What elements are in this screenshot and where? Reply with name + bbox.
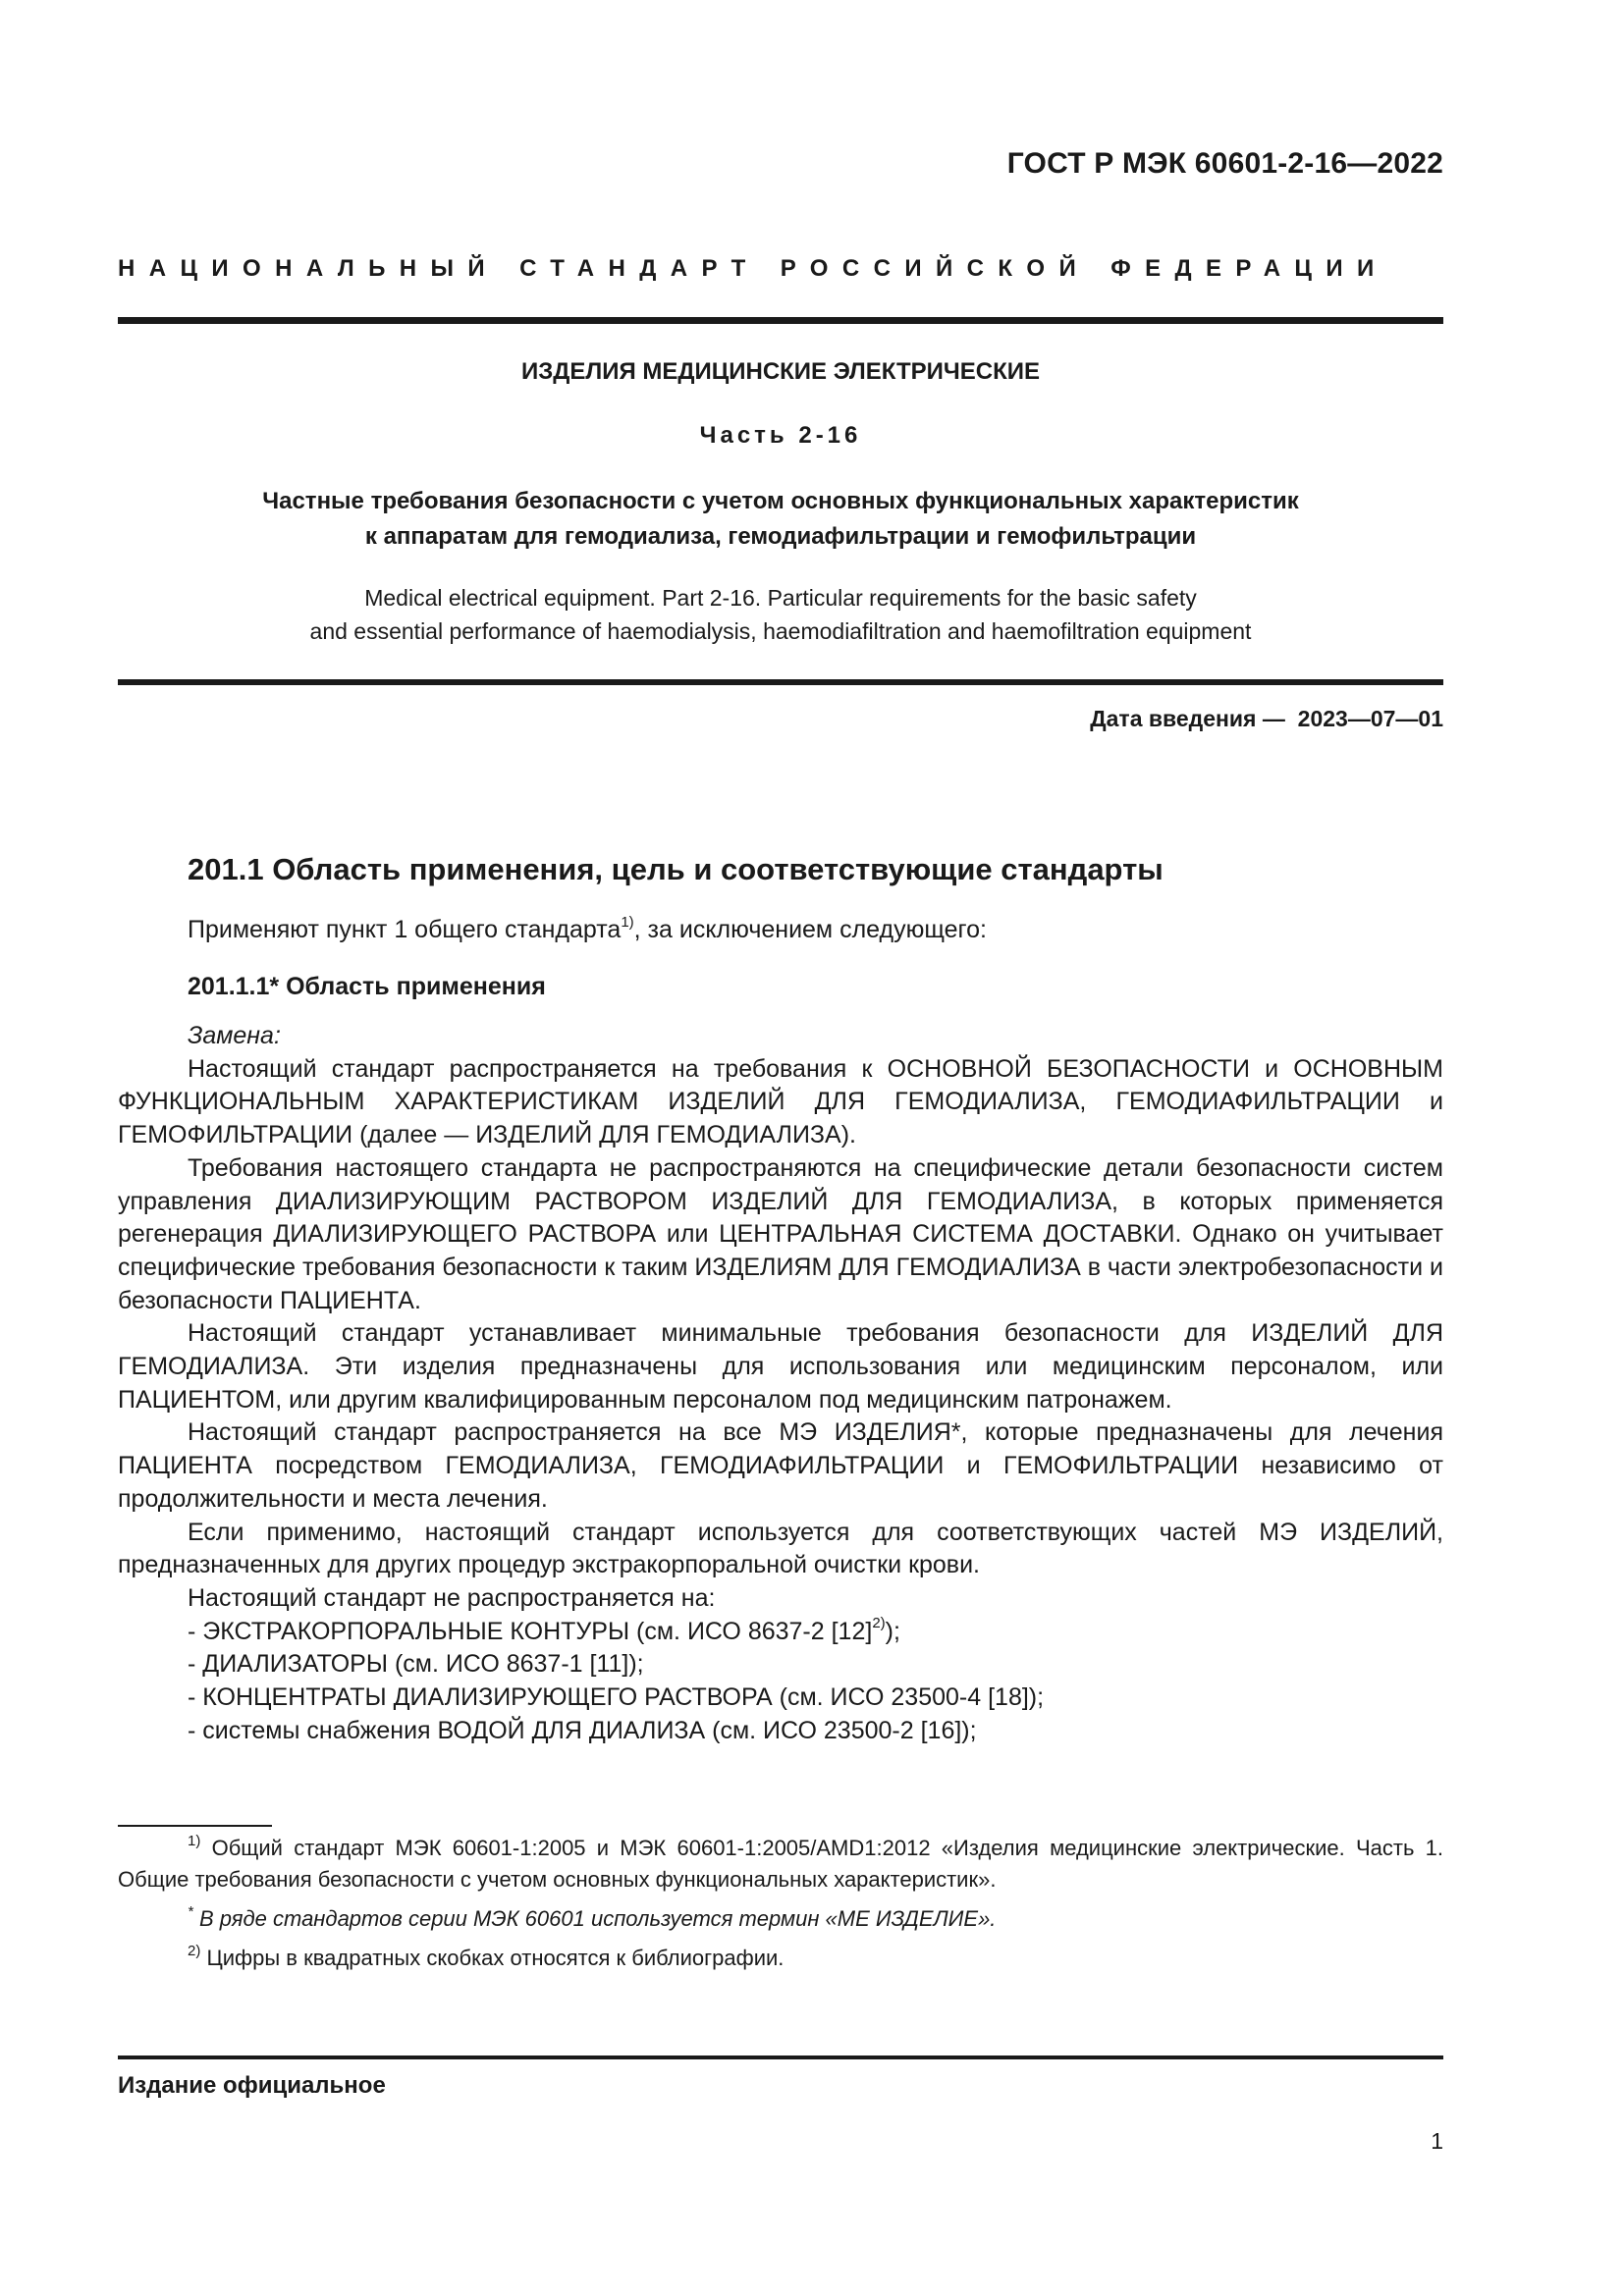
intro-date-label: Дата введения — (1090, 706, 1285, 731)
footnote-1: $^{1)}$ Общий стандарт МЭК 60601-1:2005 и МЭК 60601-1:2005/AMD1:2012 «Изделия медицинские электрические. Часть 1. Общие требования безопасности с учетом основных функциональных характеристик». (118, 1832, 1443, 1892)
not-applicable-intro: Настоящий стандарт не распространяется на: (188, 1583, 716, 1612)
footer-rule (118, 2056, 1443, 2059)
top-rule (118, 317, 1443, 324)
footnote-separator (118, 1825, 272, 1827)
list-item-4: - системы снабжения ВОДОЙ ДЛЯ ДИАЛИЗА (см. ИСО 23500-2 [16]); (188, 1716, 977, 1744)
section-intro-text: Применяют пункт 1 общего стандарта (188, 916, 622, 943)
title-main: ИЗДЕЛИЯ МЕДИЦИНСКИЕ ЭЛЕКТРИЧЕСКИЕ (520, 358, 1041, 385)
document-number: ГОСТ Р МЭК 60601-2-16—2022 (1006, 147, 1443, 180)
title-bottom-rule (118, 679, 1443, 685)
english-line-2: and essential performance of haemodialysis, haemodiafiltration and haemofiltration equipment (309, 618, 1252, 644)
intro-date-value: 2023—07—01 (1297, 706, 1443, 731)
page-number: 1 (1431, 2128, 1443, 2154)
footnote-ref-1: 1) (621, 913, 634, 931)
title-part: Часть 2-16 (699, 422, 862, 449)
list-item-2: - ДИАЛИЗАТОРЫ (см. ИСО 8637-1 [11]); (188, 1650, 644, 1679)
english-line-1: Medical electrical equipment. Part 2-16. Particular requirements for the basic safety (364, 585, 1197, 611)
list-item-1: - ЭКСТРАКОРПОРАЛЬНЫЕ КОНТУРЫ (см. ИСО 8637-2 $[12]^{2)}$); (188, 1615, 900, 1645)
title-subtitle (118, 484, 1443, 555)
footnote-2: $^{2)}$ Цифры в квадратных скобках относятся к библиографии. (188, 1942, 785, 1970)
paragraph-1: Настоящий стандарт распространяется на требования к ОСНОВНОЙ БЕЗОПАСНОСТИ и ОСНОВНЫМ ФУНКЦИОНАЛЬНЫМ ХАРАКТЕРИСТИКАМ ИЗДЕЛИЙ ДЛЯ ГЕМОДИАЛИЗА, ГЕМОДИАФИЛЬТРАЦИИ и ГЕМОФИЛЬТРАЦИИ (далее — ИЗДЕЛИЙ ДЛЯ ГЕМОДИАЛИЗА). (118, 1054, 1443, 1149)
body-text (118, 1020, 1443, 1747)
paragraph-5: Если применимо, настоящий стандарт используется для соответствующих частей МЭ ИЗДЕЛИЙ, предназначенных для других процедур экстракорпоральной очистки крови. (118, 1518, 1443, 1579)
edition-label: Издание официальное (118, 2072, 386, 2099)
subtitle-line-1: Частные требования безопасности с учетом основных функциональных характеристик (262, 488, 1299, 514)
section-intro-rest: , за исключением следующего: (633, 916, 987, 943)
title-english (118, 581, 1443, 648)
paragraph-3: Настоящий стандарт устанавливает минимальные требования безопасности для ИЗДЕЛИЙ ДЛЯ ГЕМОДИАЛИЗА. Эти изделия предназначены для использования или медицинским персоналом, или ПАЦИЕНТОМ, или другим квалифицированным персоналом под медицинским патронажем. (118, 1319, 1443, 1414)
paragraph-2: Требования настоящего стандарта не распространяются на специфические детали безопасности систем управления ДИАЛИЗИРУЮЩИМ РАСТВОРОМ ИЗДЕЛИЙ ДЛЯ ГЕМОДИАЛИЗА, в которых применяется регенерация ДИАЛИЗИРУЮЩЕГО РАСТВОРА или ЦЕНТРАЛЬНАЯ СИСТЕМА ДОСТАВКИ. Однако он учитывает специфические требования безопасности к таким ИЗДЕЛИЯМ ДЛЯ ГЕМОДИАЛИЗА в части электробезопасности и безопасности ПАЦИЕНТА. (118, 1153, 1443, 1314)
footnote-star: * В ряде стандартов серии МЭК 60601 используется термин «МЕ ИЗДЕЛИЕ». (188, 1902, 997, 1931)
subsection-heading: 201.1.1* Область применения (188, 973, 546, 1000)
footnotes (118, 1833, 1443, 1974)
list-item-3: - КОНЦЕНТРАТЫ ДИАЛИЗИРУЮЩЕГО РАСТВОРА (см. ИСО 23500-4 [18]); (188, 1683, 1045, 1712)
subtitle-line-2: к аппаратам для гемодиализа, гемодиафильтрации и гемофильтрации (364, 523, 1197, 550)
section-heading: 201.1 Область применения, цель и соответствующие стандарты (188, 852, 1164, 886)
national-standard-banner: НАЦИОНАЛЬНЫЙ СТАНДАРТ РОССИЙСКОЙ ФЕДЕРАЦИИ (118, 255, 1388, 282)
paragraph-4: Настоящий стандарт распространяется на все МЭ ИЗДЕЛИЯ*, которые предназначены для лечения ПАЦИЕНТА посредством ГЕМОДИАЛИЗА, ГЕМОДИАФИЛЬТРАЦИИ и ГЕМОФИЛЬТРАЦИИ независимо от продолжительности и места лечения. (118, 1418, 1443, 1513)
introduction-date (1090, 706, 1443, 732)
replacement-label: Замена: (188, 1022, 281, 1049)
section-intro (188, 913, 987, 944)
footnote-ref-2: 2) (872, 1615, 886, 1632)
